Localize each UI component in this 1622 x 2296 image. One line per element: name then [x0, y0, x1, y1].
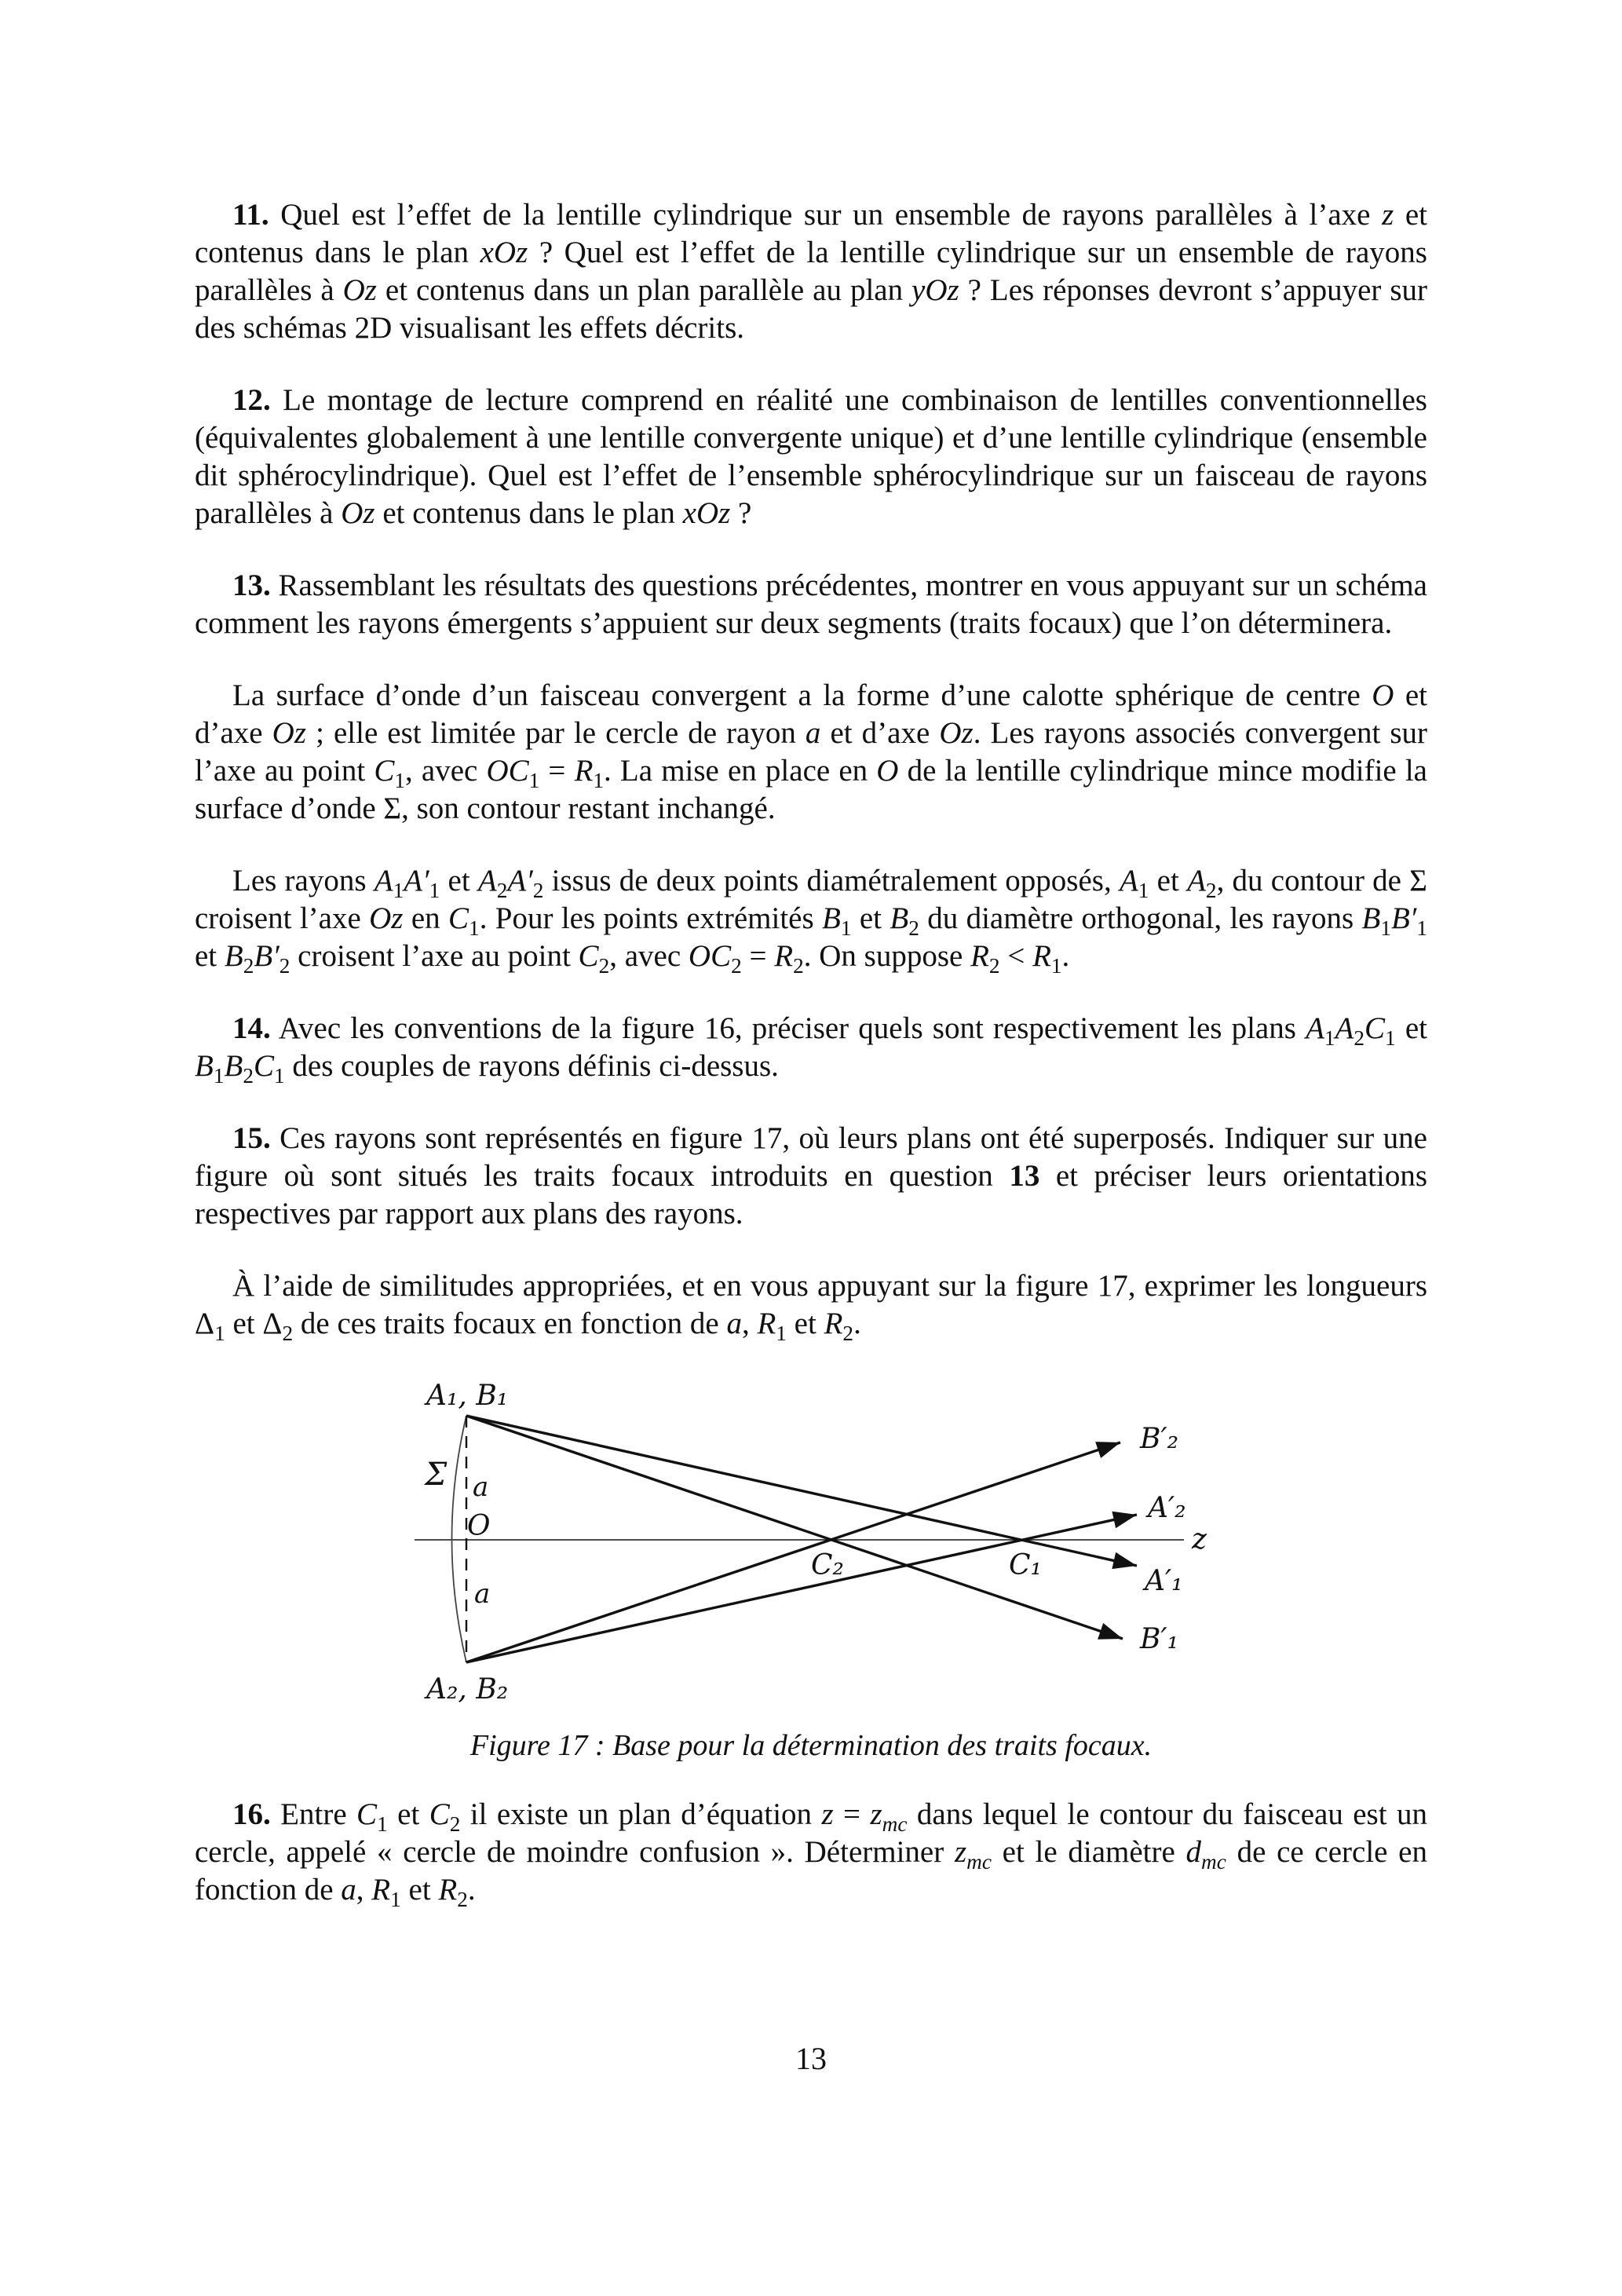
wavefront-arc [452, 1416, 467, 1662]
question-13: 13. Rassemblant les résultats des questions précédentes, montrer en vous appuyant sur un schéma comment les rayons émergents s’appuient sur deux segments (traits focaux) que l’on déterminera. [195, 569, 1427, 640]
label-a1-prime: A′₁ [1145, 1565, 1183, 1597]
ray-b1-to-b1prime [466, 1416, 1123, 1639]
figure-17-diagram [408, 1377, 1225, 1707]
page-number: 13 [795, 2041, 827, 2076]
label-a1-b1: A₁, B₁ [426, 1380, 509, 1412]
question-15: 15. Ces rayons sont représentés en figure 17, où leurs plans ont été superposés. Indiquer sur une figure où sont situés les traits focaux introduits en question 13 et préciser leurs orientations respectives par rapport aux plans des rayons. [195, 1121, 1427, 1230]
label-a-lower: a [474, 1578, 491, 1610]
ray-a1-to-a1prime [466, 1416, 1137, 1566]
label-b1-prime: B′₁ [1140, 1623, 1179, 1655]
label-b2-prime: B′₂ [1140, 1423, 1179, 1455]
paragraph-rayons: Les rayons $A_1A'_1$ et $A_2A'_2$ issus de deux points diamétralement opposés, $A_1$ et $A_2$, du contour de Σ croisent l’axe Oz en $C_1$. Pour les points extrémités $B_1$ et $B_2$ du diamètre orthogonal, les rayons $B_1B'_1$ et $B_2B'_2$ croisent l’axe au point $C_2$, avec $OC_2 = R_2$. On suppose $R_2 < R_1$. [195, 864, 1427, 978]
figure-17-caption: Figure 17 : Base pour la détermination des traits focaux. [469, 1729, 1153, 1762]
paragraph-surface-onde: La surface d’onde d’un faisceau convergent a la forme d’une calotte sphérique de centre O et d’axe Oz ; elle est limitée par le cercle de rayon a et d’axe Oz. Les rayons associés convergent sur l’axe au point $C_1$, avec $OC_1 = R_1$. La mise en place en O de la lentille cylindrique mince modifie la surface d’onde Σ, son contour restant inchangé. [195, 678, 1427, 825]
label-c1: C₁ [1009, 1549, 1042, 1581]
question-11: 11. Quel est l’effet de la lentille cylindrique sur un ensemble de rayons parallèles à l’axe z et contenus dans le plan xOz ? Quel est l’effet de la lentille cylindrique sur un ensemble de rayons parallèles à Oz et contenus dans un plan parallèle au plan yOz ? Les réponses devront s’appuyer sur des schémas 2D visualisant les effets décrits. [195, 198, 1427, 345]
ray-diagram-svg [408, 1377, 1225, 1707]
label-sigma: Σ [425, 1457, 448, 1493]
paragraph-similitudes: À l’aide de similitudes appropriées, et en vous appuyant sur la figure 17, exprimer les longueurs $\Delta_1$ et $\Delta_2$ de ces traits focaux en fonction de a, $R_1$ et $R_2$. [195, 1269, 1427, 1345]
question-16: 16. Entre $C_1$ et $C_2$ il existe un plan d’équation $z = z_{mc}$ dans lequel le contour du faisceau est un cercle, appelé « cercle de moindre confusion ». Déterminer $z_{mc}$ et le diamètre $d_{mc}$ de ce cercle en fonction de a, $R_1$ et $R_2$. [195, 1797, 1427, 1911]
label-a2-prime: A′₂ [1148, 1492, 1186, 1524]
label-a2-b2: A₂, B₂ [426, 1673, 509, 1706]
label-z-axis: z [1192, 1523, 1207, 1556]
label-origin-o: O [467, 1510, 491, 1542]
ray-a2-to-a2prime [466, 1515, 1137, 1662]
question-12: 12. Le montage de lecture comprend en réalité une combinaison de lentilles conventionnelles (équivalentes globalement à une lentille convergente unique) et d’une lentille cylindrique (ensemble dit sphérocylindrique). Quel est l’effet de l’ensemble sphérocylindrique sur un faisceau de rayons parallèles à Oz et contenus dans le plan xOz ? [195, 383, 1427, 530]
question-14: 14. Avec les conventions de la figure 16, préciser quels sont respectivement les plans $A_1A_2C_1$ et $B_1B_2C_1$ des couples de rayons définis ci-dessus. [195, 1011, 1427, 1088]
label-a-upper: a [473, 1472, 489, 1503]
label-c2: C₂ [811, 1549, 844, 1581]
text-column [195, 196, 1427, 1943]
